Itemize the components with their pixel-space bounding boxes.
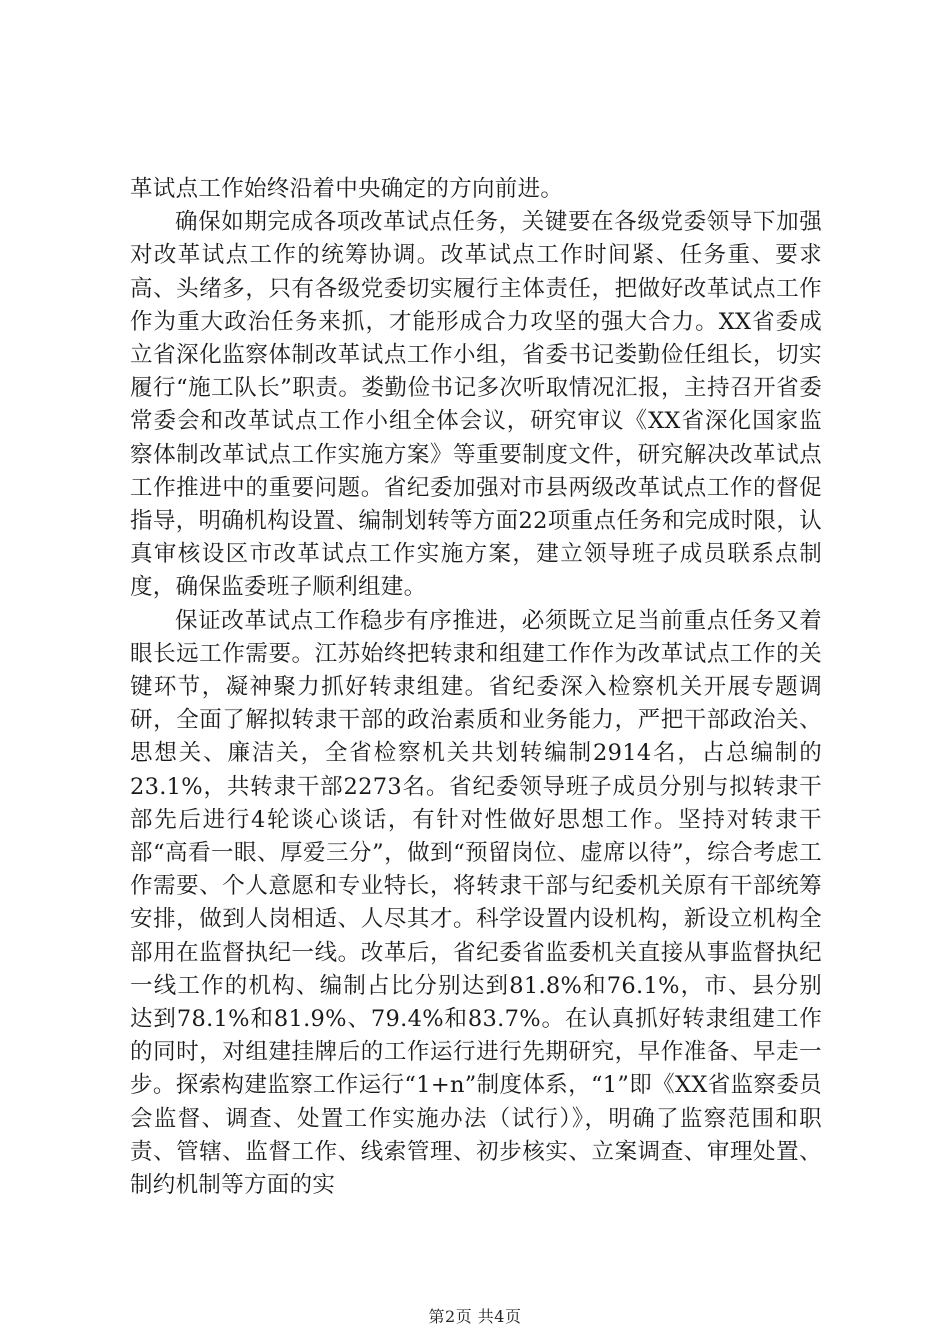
- paragraph-1: 革试点工作始终沿着中央确定的方向前进。: [130, 176, 564, 202]
- paragraph-3: 保证改革试点工作稳步有序推进，必须既立足当前重点任务又着眼长远工作需要。江苏始终把转隶和组建工作作为改革试点工作的关键环节，凝神聚力抓好转隶组建。省纪委深入检察机关开展专题调研，全面了解拟转隶干部的政治素质和业务能力，严把干部政治关、思想关、廉洁关，全省检察机关共划转编制2914名，占总编制的23.1%，共转隶干部2273名。省纪委领导班子成员分别与拟转隶干部先后进行4轮谈心谈话，有针对性做好思想工作。坚持对转隶干部“高看一眼、厚爱三分”，做到“预留岗位、虚席以待”，综合考虑工作需要、个人意愿和专业特长，将转隶干部与纪委机关原有干部统筹安排，做到人岗相适、人尽其才。科学设置内设机构，新设立机构全部用在监督执纪一线。改革后，省纪委省监委机关直接从事监督执纪一线工作的机构、编制占比分别达到81.8%和76.1%，市、县分别达到78.1%和81.9%、79.4%和83.7%。在认真抓好转隶组建工作的同时，对组建挂牌后的工作运行进行先期研究，早作准备、早走一步。探索构建监察工作运行“1+n”制度体系，“1”即《XX省监察委员会监督、调查、处置工作实施办法（试行）》，明确了监察范围和职责、管辖、监督工作、线索管理、初步核实、立案调查、审理处置、制约机制等方面的实: [130, 607, 822, 1199]
- page-footer: 第2页 共4页: [428, 1307, 522, 1326]
- document-body: [130, 173, 822, 1202]
- paragraph-2: 确保如期完成各项改革试点任务，关键要在各级党委领导下加强对改革试点工作的统筹协调。改革试点工作时间紧、任务重、要求高、头绪多，只有各级党委切实履行主体责任，把做好改革试点工作作为重大政治任务来抓，才能形成合力攻坚的强大合力。XX省委成立省深化监察体制改革试点工作小组，省委书记娄勤俭任组长，切实履行“施工队长”职责。娄勤俭书记多次听取情况汇报，主持召开省委常委会和改革试点工作小组全体会议，研究审议《XX省深化国家监察体制改革试点工作实施方案》等重要制度文件，研究解决改革试点工作推进中的重要问题。省纪委加强对市县两级改革试点工作的督促指导，明确机构设置、编制划转等方面22项重点任务和完成时限，认真审核设区市改革试点工作实施方案，建立领导班子成员联系点制度，确保监委班子顺利组建。: [130, 209, 822, 601]
